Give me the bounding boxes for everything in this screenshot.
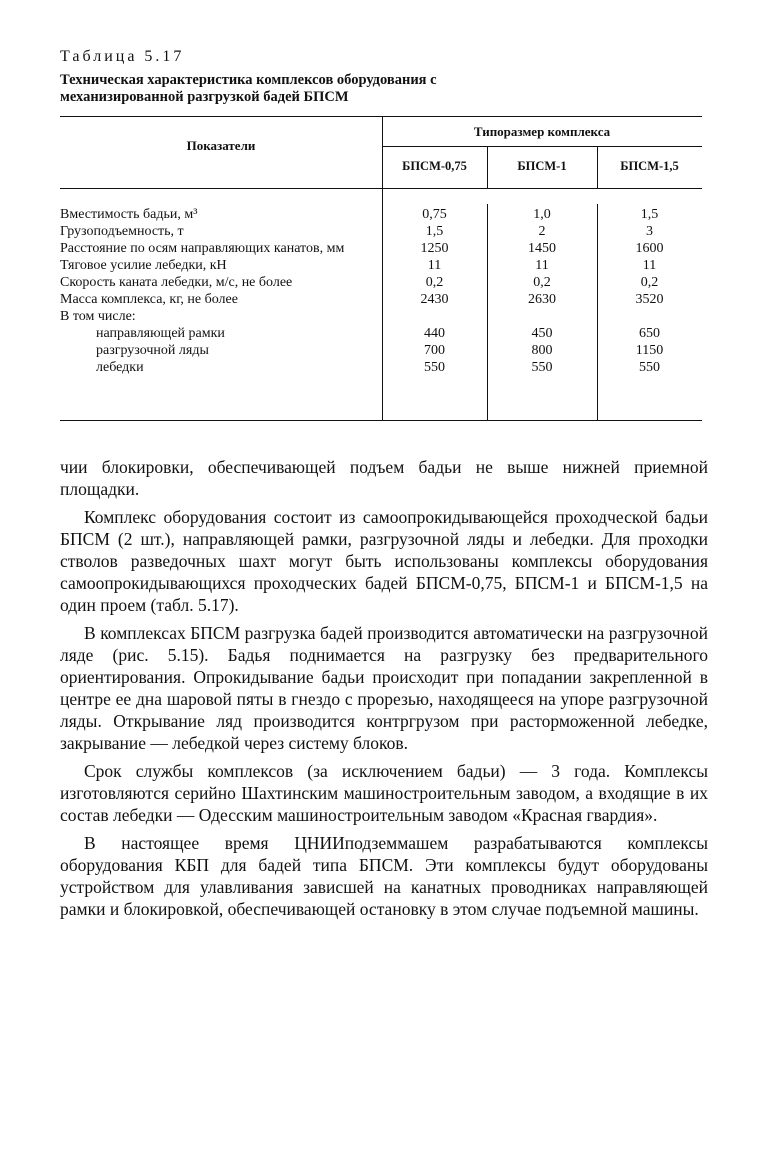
row-label: Грузоподъемность, т: [60, 224, 184, 239]
row-value: 11: [535, 258, 549, 273]
table-row: [60, 342, 702, 359]
body-text: [60, 456, 708, 926]
paragraph: Комплекс оборудования состоит из самоопрокидывающейся проходческой бадьи БПСМ (2 шт.), направляющей рамки, разгрузочной ляды и лебедки. Для проходки стволов разведочных шахт могут быть использованы комплексы оборудования самоопрокидывающихся проходческих бадей БПСМ-0,75, БПСМ-1 и БПСМ-1,5 на один проем (табл. 5.17).: [60, 507, 708, 615]
table-title: Техническая характеристика комплексов оборудования с механизированной разгрузкой бадей БПСМ: [60, 72, 437, 105]
row-value: 700: [424, 343, 445, 358]
table-row: [60, 223, 702, 240]
row-label: Вместимость бадьи, м³: [60, 207, 198, 222]
header-col-bpsm-1: БПСМ-1: [517, 159, 567, 173]
row-label: Масса комплекса, кг, не более: [60, 292, 238, 307]
table-row: [60, 325, 702, 342]
header-type-size: Типоразмер комплекса: [473, 124, 611, 139]
row-label: Скорость каната лебедки, м/с, не более: [60, 275, 293, 290]
row-value: 2630: [528, 292, 556, 307]
table-row: [60, 240, 702, 257]
row-label: лебедки: [96, 360, 144, 375]
table-top-rule: [60, 116, 702, 117]
row-label: Расстояние по осям направляющих канатов, мм: [60, 241, 345, 256]
row-value: 0,2: [533, 275, 551, 290]
paragraph: Срок службы комплексов (за исключением бадьи) — 3 года. Комплексы изготовляются серийно Шахтинским машиностроительным заводом, а входящие в их состав лебедки — Одесским машиностроительным заводом «Красная гвардия».: [60, 761, 708, 825]
row-value: 1,5: [640, 207, 659, 222]
spec-table: [60, 116, 708, 422]
row-value: 650: [639, 326, 660, 341]
row-value: 1,5: [425, 224, 444, 239]
row-value: 550: [424, 360, 445, 375]
row-value: 3: [646, 224, 653, 239]
row-value: 800: [531, 343, 553, 358]
row-value: 1250: [420, 241, 449, 256]
row-value: 11: [642, 258, 657, 273]
header-indicators: Показатели: [186, 138, 256, 153]
table-body: [60, 206, 702, 376]
row-label: В том числе:: [60, 309, 136, 324]
header-col-bpsm-15: БПСМ-1,5: [620, 159, 679, 173]
row-value: 11: [427, 258, 442, 273]
paragraph: В настоящее время ЦНИИподземмашем разрабатываются комплексы оборудования КБП для бадей типа БПСМ. Эти комплексы будут оборудованы устройством для улавливания зависшей на канатных проводниках направляющей рамки и блокировкой, обеспечивающей остановку в этом случае подъемной машины.: [60, 833, 708, 919]
row-value: 1450: [528, 241, 556, 256]
row-value: 1600: [635, 241, 664, 256]
row-value: 1,0: [533, 207, 551, 222]
table-header-rule: [60, 188, 702, 189]
table-subheader-rule: [382, 146, 702, 147]
table-row: [60, 359, 702, 376]
row-value: 3520: [635, 292, 664, 307]
row-value: 450: [531, 326, 553, 341]
table-number: Таблица 5.17: [60, 48, 185, 65]
row-value: 0,2: [640, 275, 659, 290]
page-content: [60, 48, 708, 422]
table-row: [60, 308, 702, 325]
table-row: [60, 257, 702, 274]
row-value: 550: [531, 360, 553, 375]
table-row: [60, 274, 702, 291]
paragraph: В комплексах БПСМ разгрузка бадей производится автоматически на разгрузочной ляде (рис. 5.15). Бадья поднимается на разгрузку без предварительного ориентирования. Опрокидывание бадьи происходит при попадании закрепленной в центре ее дна шаровой пяты в гнездо с прорезью, находящееся на упоре разгрузочной ляды. Открывание ляд производится контргрузом при расторможенной лебедке, закрывание — лебедкой через систему блоков.: [60, 623, 708, 753]
row-label: направляющей рамки: [96, 326, 225, 341]
row-label: Тяговое усилие лебедки, кН: [60, 258, 227, 273]
table-bottom-rule: [60, 420, 702, 421]
header-col-bpsm-075: БПСМ-0,75: [402, 159, 467, 173]
row-value: 440: [424, 326, 445, 341]
row-value: 550: [639, 360, 660, 375]
row-value: 0,75: [422, 207, 447, 222]
row-label: разгрузочной ляды: [96, 343, 209, 358]
table-row: [60, 206, 702, 223]
row-value: 2: [538, 224, 546, 239]
row-value: 1150: [635, 343, 664, 358]
row-value: 0,2: [425, 275, 444, 290]
table-row: [60, 291, 702, 308]
paragraph: чии блокировки, обеспечивающей подъем бадьи не выше нижней приемной площадки.: [60, 457, 708, 499]
row-value: 2430: [420, 292, 449, 307]
